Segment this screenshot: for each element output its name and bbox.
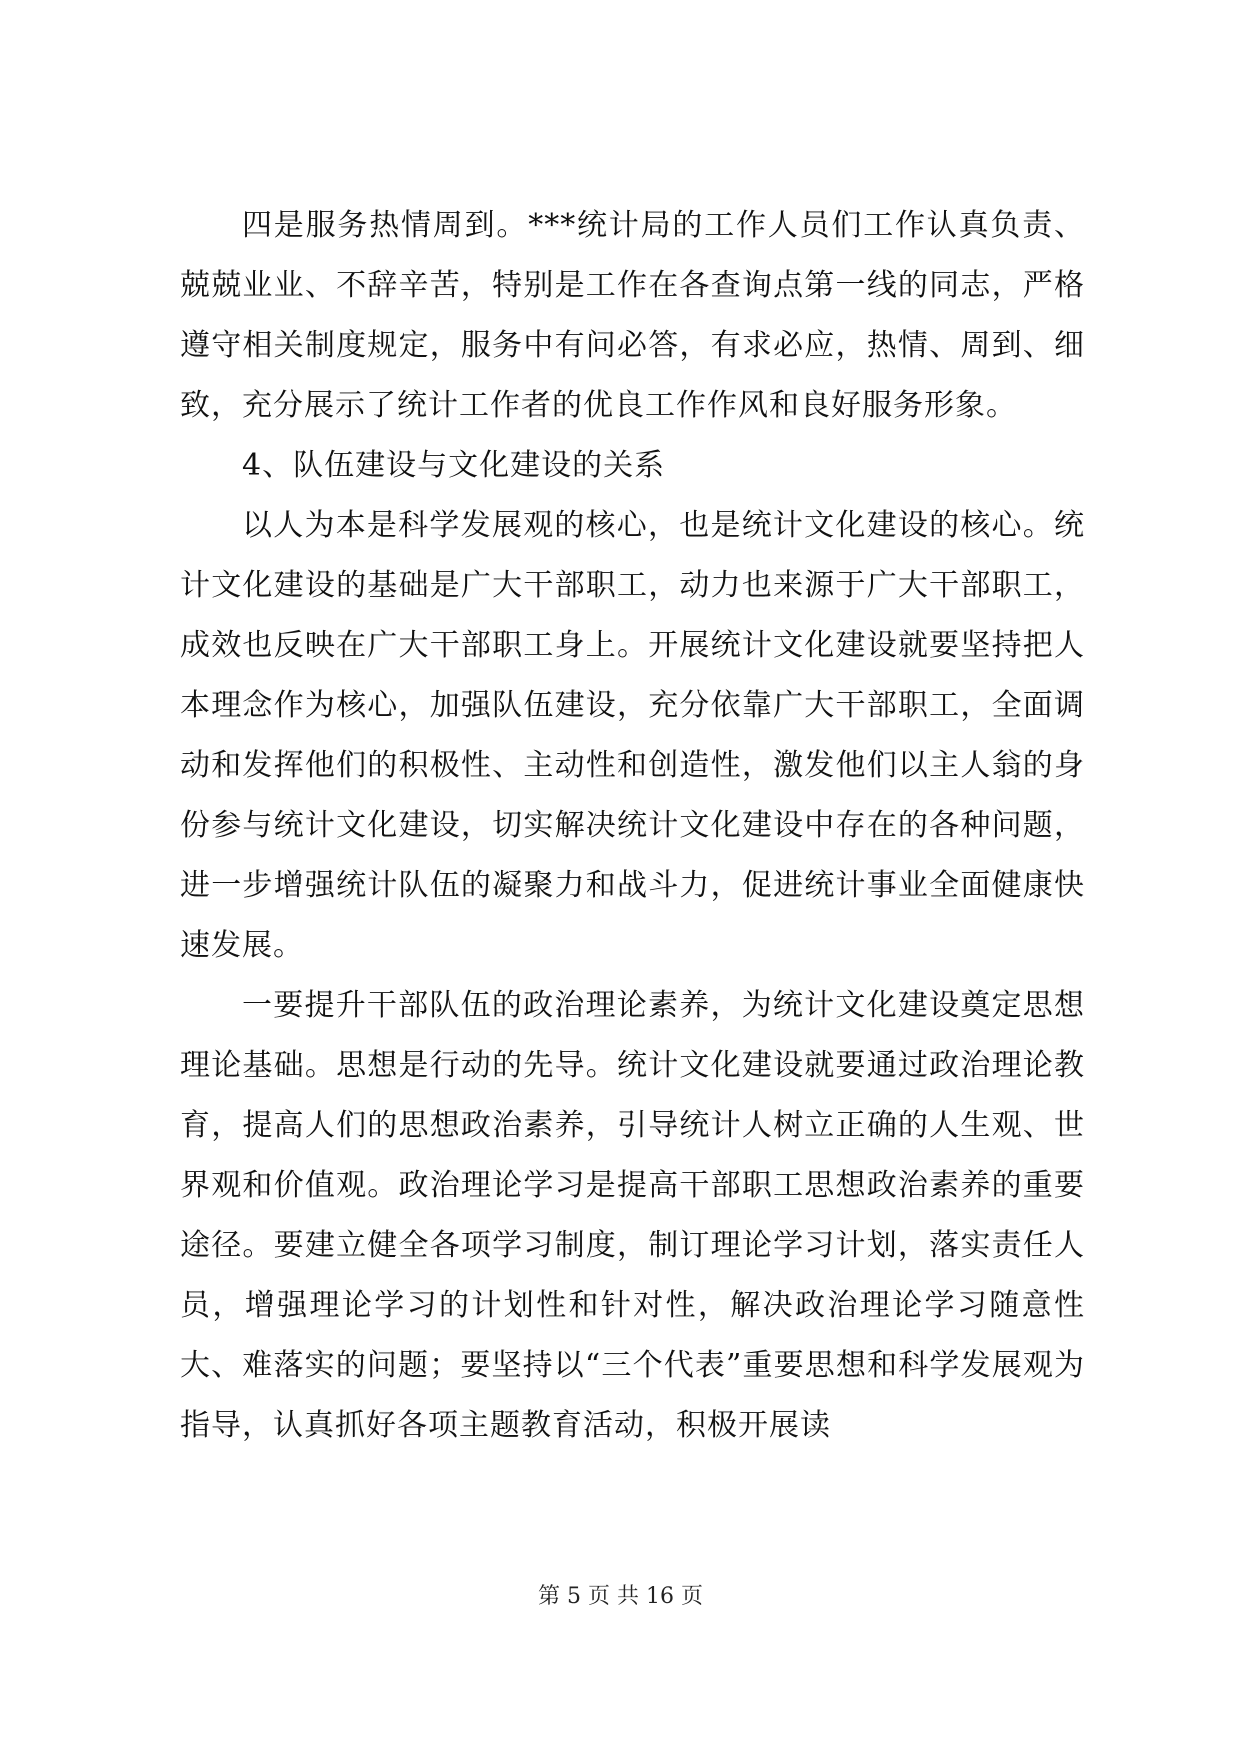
section-heading: 4、队伍建设与文化建设的关系 xyxy=(242,448,666,483)
page-number-footer: 第 5 页 共 16 页 xyxy=(538,1584,703,1609)
paragraph-people-oriented: 以人为本是科学发展观的核心，也是统计文化建设的核心。统计文化建设的基础是广大干部职工，动力也来源于广大干部职工，成效也反映在广大干部职工身上。开展统计文化建设就要坚持把人本理念作为核心，加强队伍建设，充分依靠广大干部职工，全面调动和发挥他们的积极性、主动性和创造性，激发他们以主人翁的身份参与统计文化建设，切实解决统计文化建设中存在的各种问题，进一步增强统计队伍的凝聚力和战斗力，促进统计事业全面健康快速发展。 xyxy=(180,508,1085,963)
paragraph-service: 四是服务热情周到。***统计局的工作人员们工作认真负责、兢兢业业、不辞辛苦，特别是工作在各查询点第一线的同志，严格遵守相关制度规定，服务中有问必答，有求必应，热情、周到、细致，充分展示了统计工作者的优良工作作风和良好服务形象。 xyxy=(180,208,1085,423)
document-body xyxy=(180,196,1085,1456)
paragraph-political-theory: 一要提升干部队伍的政治理论素养，为统计文化建设奠定思想理论基础。思想是行动的先导。统计文化建设就要通过政治理论教育，提高人们的思想政治素养，引导统计人树立正确的人生观、世界观和价值观。政治理论学习是提高干部职工思想政治素养的重要途径。要建立健全各项学习制度，制订理论学习计划，落实责任人员，增强理论学习的计划性和针对性，解决政治理论学习随意性大、难落实的问题；要坚持以“三个代表”重要思想和科学发展观为指导，认真抓好各项主题教育活动，积极开展读 xyxy=(180,988,1085,1443)
